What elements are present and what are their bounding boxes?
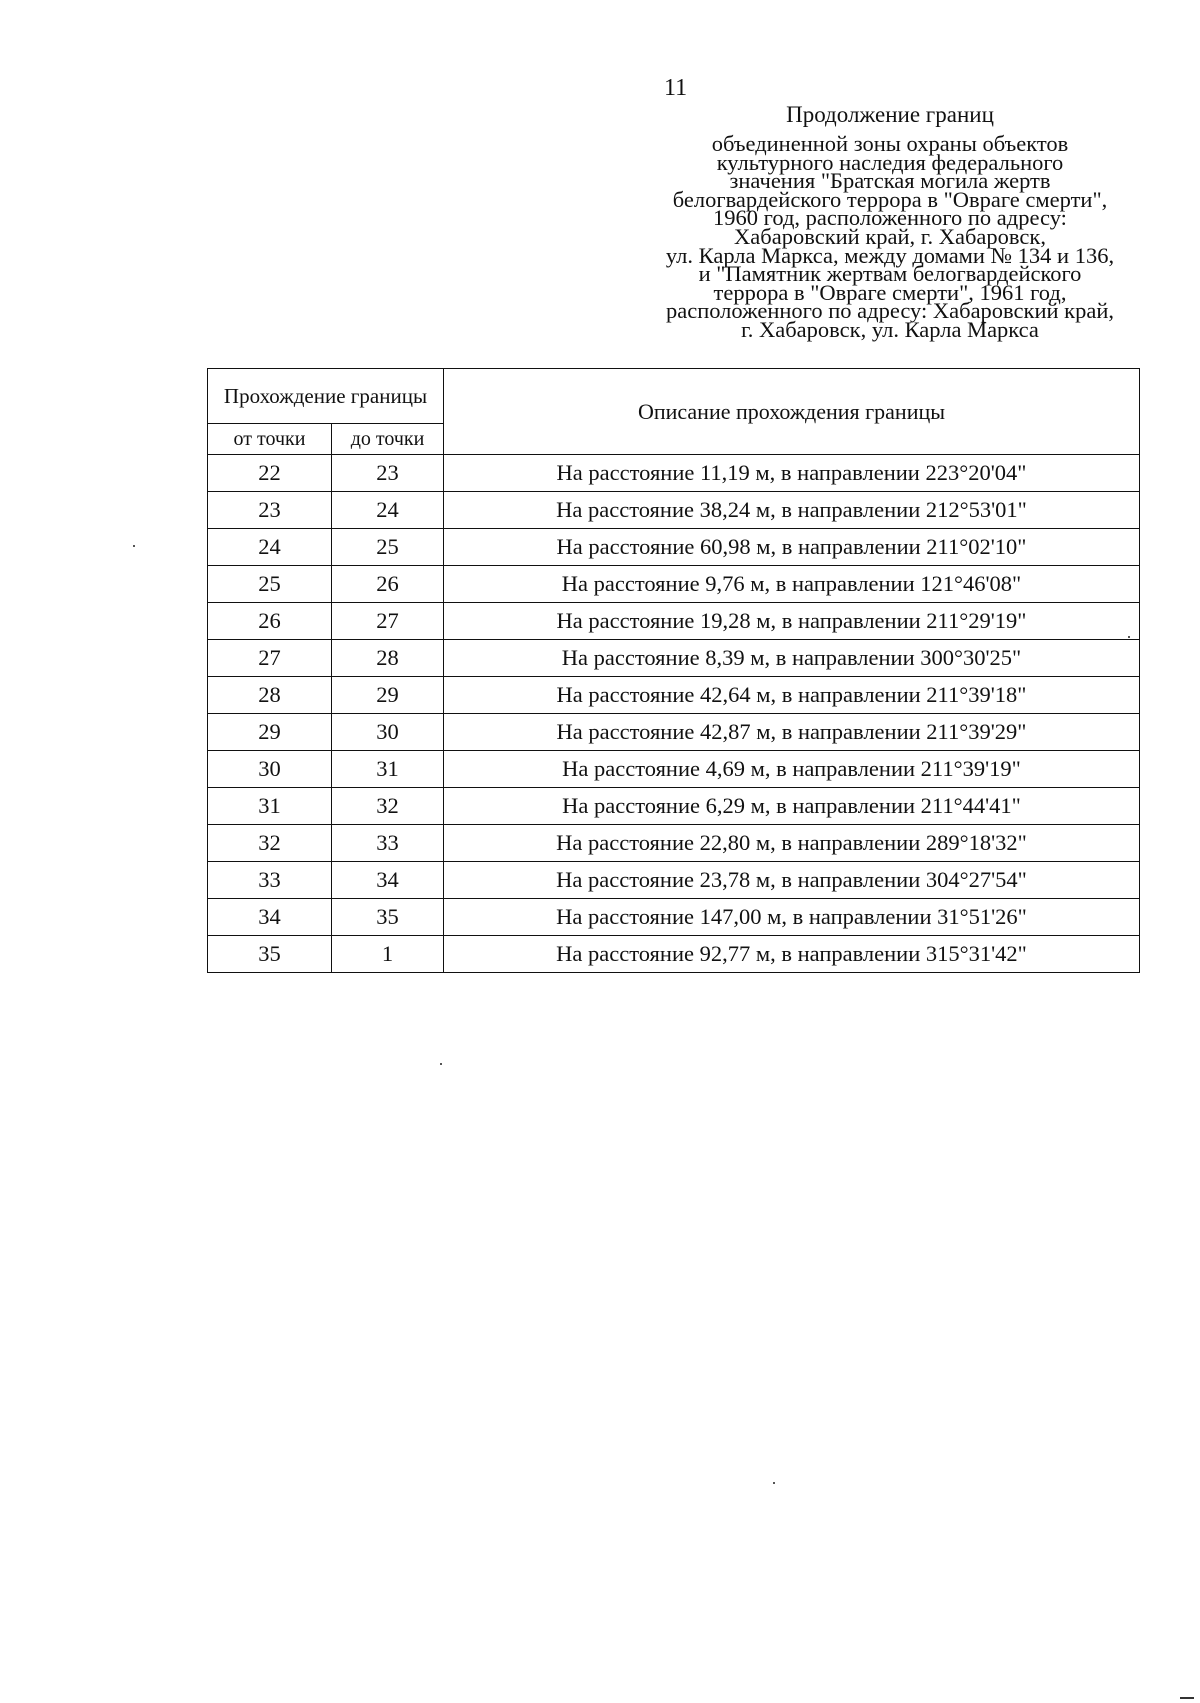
heading-title: Продолжение границ [786, 102, 994, 127]
document-heading [640, 103, 1140, 340]
scan-speck [1128, 636, 1130, 638]
heading-line: и "Памятник жертвам белогвардейского [698, 261, 1082, 287]
heading-line: объединенной зоны охраны объектов [711, 131, 1069, 156]
cell-to-point: 25 [332, 529, 444, 566]
cell-from-point: 26 [208, 603, 332, 640]
cell-from-point: 34 [208, 899, 332, 936]
header-from-point: от точки [208, 424, 332, 455]
table-row [208, 455, 1140, 492]
table-row [208, 492, 1140, 529]
cell-to-point: 27 [332, 603, 444, 640]
cell-to-point: 34 [332, 862, 444, 899]
cell-description: На расстояние 23,78 м, в направлении 304°27'54" [444, 862, 1140, 899]
table-row [208, 751, 1140, 788]
cell-to-point: 31 [332, 751, 444, 788]
table-row [208, 899, 1140, 936]
header-to-point: до точки [332, 424, 444, 455]
table-row [208, 677, 1140, 714]
cell-from-point: 31 [208, 788, 332, 825]
cell-description: На расстояние 92,77 м, в направлении 315°31'42" [444, 936, 1140, 973]
header-boundary-passage: Прохождение границы [208, 369, 444, 424]
header-description: Описание прохождения границы [444, 369, 1140, 455]
table-row [208, 566, 1140, 603]
cell-to-point: 26 [332, 566, 444, 603]
cell-from-point: 29 [208, 714, 332, 751]
cell-from-point: 33 [208, 862, 332, 899]
cell-description: На расстояние 147,00 м, в направлении 31°51'26" [444, 899, 1140, 936]
cell-from-point: 27 [208, 640, 332, 677]
cell-description: На расстояние 8,39 м, в направлении 300°30'25" [444, 640, 1140, 677]
cell-description: На расстояние 42,87 м, в направлении 211°39'29" [444, 714, 1140, 751]
heading-line: расположенного по адресу: Хабаровский край, [665, 298, 1115, 324]
cell-from-point: 30 [208, 751, 332, 788]
cell-from-point: 32 [208, 825, 332, 862]
cell-description: На расстояние 9,76 м, в направлении 121°46'08" [444, 566, 1140, 603]
cell-to-point: 23 [332, 455, 444, 492]
scan-speck [440, 1063, 442, 1065]
cell-description: На расстояние 4,69 м, в направлении 211°39'19" [444, 751, 1140, 788]
table-header [208, 369, 1140, 455]
heading-line: ул. Карла Маркса, между домами № 134 и 136, [665, 242, 1115, 268]
cell-description: На расстояние 19,28 м, в направлении 211°29'19" [444, 603, 1140, 640]
table-row [208, 788, 1140, 825]
table-row [208, 603, 1140, 640]
scan-edge-mark [1180, 1697, 1194, 1699]
heading-line: Хабаровский край, г. Хабаровск, [734, 223, 1046, 249]
cell-to-point: 29 [332, 677, 444, 714]
page-number: 11 [664, 75, 688, 101]
heading-line: террора в "Овраге смерти", 1961 год, [713, 279, 1067, 305]
heading-line: 1960 год, расположенного по адресу: [713, 205, 1067, 231]
cell-from-point: 35 [208, 936, 332, 973]
table-row [208, 714, 1140, 751]
cell-from-point: 22 [208, 455, 332, 492]
boundary-table [207, 368, 1140, 973]
table-row [208, 825, 1140, 862]
cell-from-point: 24 [208, 529, 332, 566]
heading-line: белогвардейского террора в "Овраге смерти", [672, 186, 1108, 212]
cell-to-point: 1 [332, 936, 444, 973]
table-row [208, 936, 1140, 973]
cell-from-point: 25 [208, 566, 332, 603]
table-row [208, 640, 1140, 677]
cell-to-point: 28 [332, 640, 444, 677]
table-body [208, 455, 1140, 973]
cell-to-point: 30 [332, 714, 444, 751]
table-row [208, 529, 1140, 566]
cell-description: На расстояние 42,64 м, в направлении 211°39'18" [444, 677, 1140, 714]
heading-line: значения "Братская могила жертв [729, 168, 1051, 194]
table-row [208, 862, 1140, 899]
cell-from-point: 28 [208, 677, 332, 714]
heading-line: культурного наследия федерального [716, 149, 1064, 175]
cell-to-point: 33 [332, 825, 444, 862]
cell-from-point: 23 [208, 492, 332, 529]
cell-description: На расстояние 38,24 м, в направлении 212°53'01" [444, 492, 1140, 529]
heading-line: г. Хабаровск, ул. Карла Маркса [741, 316, 1039, 342]
cell-to-point: 24 [332, 492, 444, 529]
cell-to-point: 32 [332, 788, 444, 825]
cell-description: На расстояние 60,98 м, в направлении 211°02'10" [444, 529, 1140, 566]
cell-to-point: 35 [332, 899, 444, 936]
cell-description: На расстояние 6,29 м, в направлении 211°44'41" [444, 788, 1140, 825]
scan-speck [133, 545, 135, 547]
cell-description: На расстояние 11,19 м, в направлении 223°20'04" [444, 455, 1140, 492]
scan-speck [773, 1482, 775, 1484]
cell-description: На расстояние 22,80 м, в направлении 289°18'32" [444, 825, 1140, 862]
